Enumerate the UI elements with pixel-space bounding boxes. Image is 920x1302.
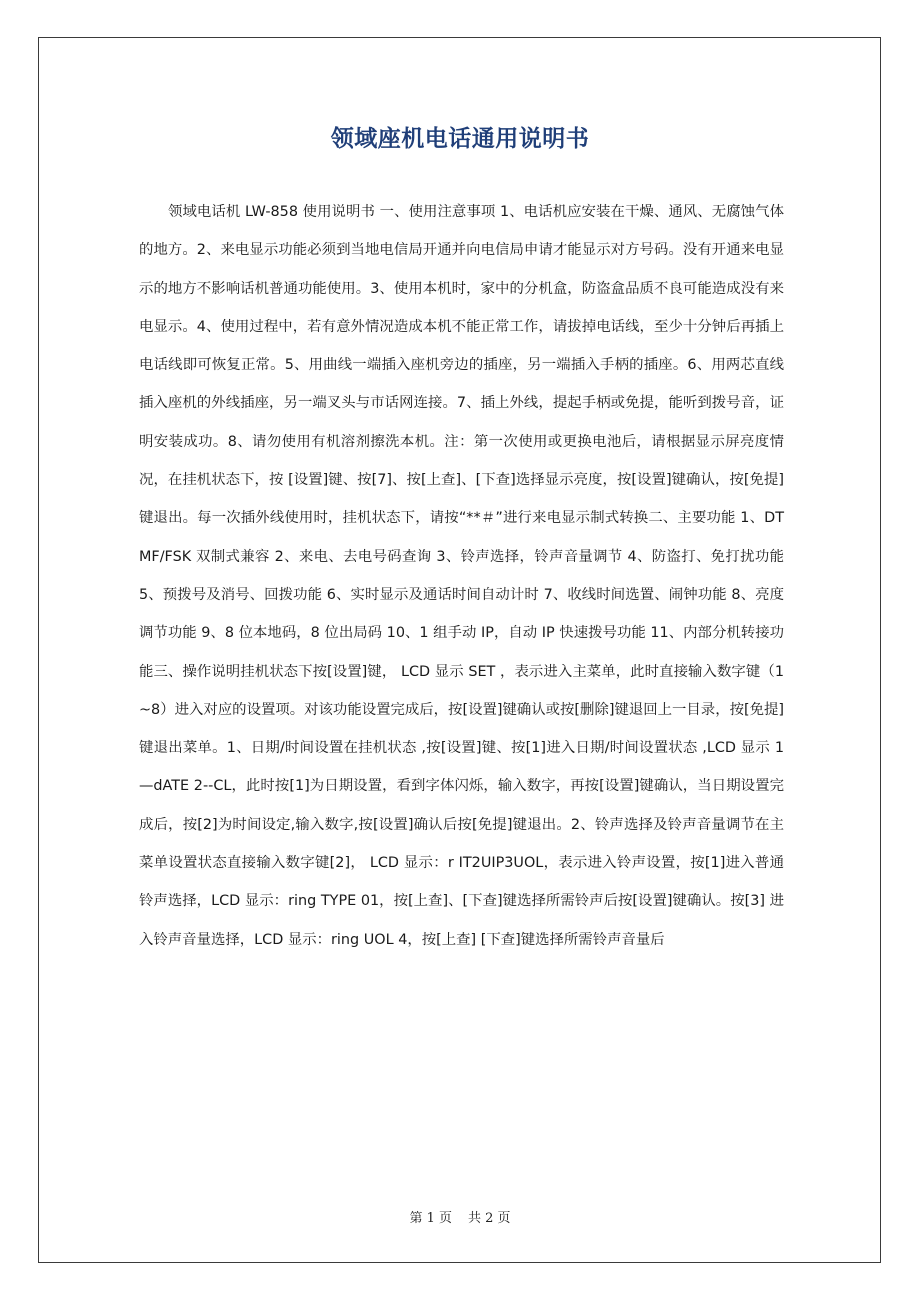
page-total-label: 共 2 页 — [468, 1211, 511, 1226]
page-current-label: 第 1 页 — [409, 1211, 452, 1226]
page-footer — [0, 1207, 920, 1226]
document-body-paragraph: 领域电话机 LW-858 使用说明书 一、使用注意事项 1、电话机应安装在干燥、通风、无腐蚀气体的地方。2、来电显示功能必须到当地电信局开通并向电信局申请才能显示对方号码。没有开通来电显示的地方不影响话机普通功能使用。3、使用本机时，家中的分机盒，防盗盒品质不良可能造成没有来电显示。4、使用过程中，若有意外情况造成本机不能正常工作，请拔掉电话线，至少十分钟后再插上电话线即可恢复正常。5、用曲线一端插入座机旁边的插座，另一端插入手柄的插座。6、用两芯直线插入座机的外线插座，另一端叉头与市话网连接。7、插上外线，提起手柄或免提，能听到拨号音，证明安装成功。8、请勿使用有机溶剂擦洗本机。注：第一次使用或更换电池后，请根据显示屏亮度情况，在挂机状态下，按 [设置]键、按[7]、按[上查]、[下查]选择显示亮度，按[设置]键确认，按[免提]键退出。每一次插外线使用时，挂机状态下，请按“**＃”进行来电显示制式转换二、主要功能 1、DTMF/FSK 双制式兼容 2、来电、去电号码查询 3、铃声选择，铃声音量调节 4、防盗打、免打扰功能 5、预拨号及消号、回拨功能 6、实时显示及通话时间自动计时 7、收线时间选置、闹钟功能 8、亮度调节功能 9、8 位本地码，8 位出局码 10、1 组手动 IP，自动 IP 快速拨号功能 11、内部分机转接功能三、操作说明挂机状态下按[设置]键， LCD 显示 SET ，表示进入主菜单，此时直接输入数字键（1~8）进入对应的设置项。对该功能设置完成后，按[设置]键确认或按[删除]键退回上一目录，按[免提]键退出菜单。1、日期/时间设置在挂机状态 ,按[设置]键、按[1]进入日期/时间设置状态 ,LCD 显示 1—dATE 2--CL，此时按[1]为日期设置，看到字体闪烁，输入数字，再按[设置]键确认，当日期设置完成后，按[2]为时间设定,输入数字,按[设置]确认后按[免提]键退出。2、铃声选择及铃声音量调节在主菜单设置状态直接输入数字键[2]， LCD 显示：r IT2UIP3UOL，表示进入铃声设置，按[1]进入普通铃声选择，LCD 显示：ring TYPE 01，按[上查]、[下查]键选择所需铃声后按[设置]键确认。按[3] 进入铃声音量选择，LCD 显示：ring UOL 4，按[上查] [下查]键选择所需铃声音量后 — [139, 204, 784, 948]
document-title: 领域座机电话通用说明书 — [330, 126, 590, 152]
